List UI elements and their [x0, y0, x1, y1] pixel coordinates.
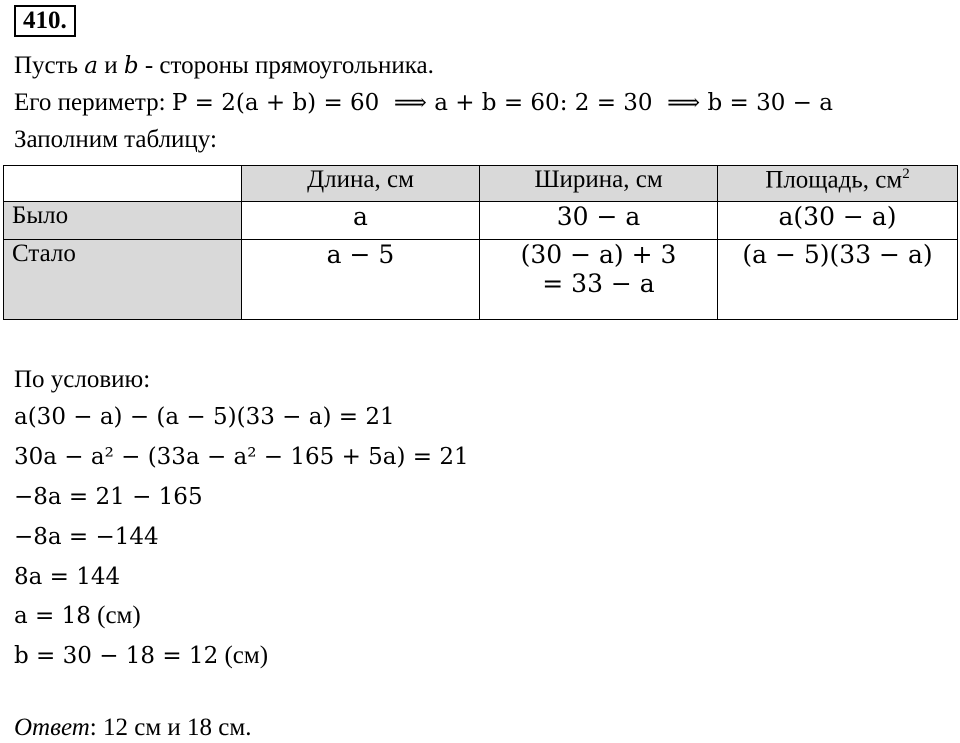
data-table: [3, 165, 958, 320]
cell-width-after: [480, 240, 718, 320]
table-row: [4, 202, 958, 240]
cell-area-before: a(30 − a): [718, 202, 958, 240]
step-2: [14, 443, 469, 471]
intro-text-1: Пусть: [14, 52, 78, 79]
step-3-math: −8a = 21 − 165: [14, 484, 203, 510]
condition-label: По условию:: [14, 366, 151, 393]
cell-length-after: a − 5: [242, 240, 480, 320]
row-label-after: Стало: [4, 240, 242, 320]
step-1-math: a(30 − a) − (a − 5)(33 − a) = 21: [14, 404, 395, 430]
perimeter-line: [14, 89, 833, 117]
step-4: [14, 523, 159, 551]
cell-width-after-line1: (30 − a) + 3: [520, 240, 677, 269]
step-2-math: 30a − a² − (33a − a² − 165 + 5a) = 21: [14, 444, 469, 470]
header-area-label: Площадь, см: [765, 166, 903, 194]
answer-label: Ответ: [14, 714, 90, 741]
row-label-before: Было: [4, 202, 242, 240]
table-header-row: [4, 166, 958, 202]
step-7-suffix: (см): [218, 642, 269, 669]
intro-text-3: - стороны прямоугольника.: [144, 52, 434, 79]
step-3: [14, 483, 203, 511]
step-6-suffix: (см): [90, 602, 141, 629]
perimeter-formula: P = 2(a + b) = 60 ⟹ a + b = 60: 2 = 30 ⟹ b = 30 − a: [171, 90, 833, 116]
cell-area-after: (a − 5)(33 − a): [718, 240, 958, 320]
step-6-math: a = 18: [14, 603, 91, 629]
intro-line: [14, 52, 434, 80]
cell-width-before: 30 − a: [480, 202, 718, 240]
answer-text: : 12 см и 18 см.: [89, 714, 252, 741]
fill-table-label: Заполним таблицу:: [14, 126, 217, 153]
step-1: [14, 403, 395, 431]
table-row: [4, 240, 958, 320]
variable-b: b: [123, 53, 139, 79]
header-empty-cell: [4, 166, 242, 202]
answer-line: [14, 714, 251, 742]
cell-length-before: a: [242, 202, 480, 240]
step-6: [14, 602, 141, 630]
header-area: [718, 166, 958, 202]
intro-text-2: и: [104, 52, 118, 79]
header-area-sup: 2: [902, 166, 910, 182]
step-4-math: −8a = −144: [14, 524, 159, 550]
variable-a: a: [84, 53, 98, 79]
cell-width-after-line2: = 33 − a: [542, 269, 655, 298]
header-length: Длина, см: [242, 166, 480, 202]
header-width: Ширина, см: [480, 166, 718, 202]
step-5: [14, 563, 120, 591]
step-7: [14, 642, 268, 670]
perimeter-label: Его периметр:: [14, 89, 166, 116]
step-5-math: 8a = 144: [14, 564, 121, 590]
problem-number: 410.: [14, 5, 76, 37]
step-7-math: b = 30 − 18 = 12: [14, 643, 219, 669]
